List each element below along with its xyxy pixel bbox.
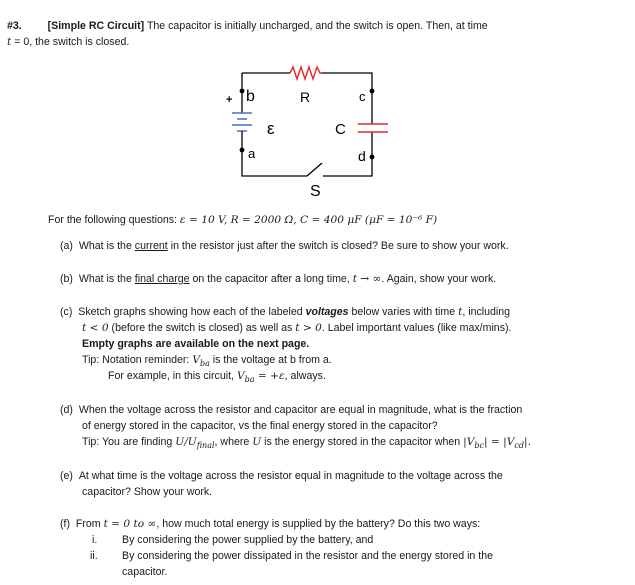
question-f-ii: ii. (90, 550, 98, 562)
node-c-dot (370, 89, 375, 94)
question-b: (b) What is the final charge on the capacitor after a long time, t → ∞. Again, show your work. (60, 273, 497, 285)
question-e-line2: capacitor? Show your work. (82, 486, 213, 498)
question-f-i: i. (92, 534, 98, 546)
node-b-dot (240, 89, 245, 94)
battery (232, 113, 252, 131)
node-d-dot (370, 155, 375, 160)
given-values-math: ε = 10 V, R = 2000 Ω, C = 400 μF (μF = 10⁻⁶ F) (179, 214, 438, 226)
label-d: d (358, 148, 366, 164)
question-a: (a) What is the current in the resistor just after the switch is closed? Be sure to show your work. (60, 240, 509, 252)
node-a-dot (240, 148, 245, 153)
resistor (290, 67, 322, 79)
label-c: c (359, 89, 366, 104)
question-c-tip2: For example, in this circuit, $V_{ba} = +\varepsilon$, always. (108, 370, 326, 385)
switch (307, 163, 322, 176)
question-f-ii-text-2: capacitor. (122, 566, 168, 578)
problem-intro-line2: t = 0, the switch is closed. (7, 36, 130, 48)
rc-circuit-diagram (0, 0, 635, 220)
question-d-tip: Tip: You are finding $U/U_{final}$, where U is the energy stored in the capacitor when $|V_{bc}| = |V_{cd}|$. (82, 436, 531, 451)
question-f-line1: (f) From t = 0 to ∞, how much total energy is supplied by the battery? Do this two ways: (60, 518, 481, 530)
question-d-line1: (d) When the voltage across the resistor and capacitor are equal in magnitude, what is the fraction (60, 404, 523, 416)
given-values: For the following questions: ε = 10 V, R = 2000 Ω, C = 400 μF (μF = 10⁻⁶ F) (48, 214, 438, 226)
plus-label: + (226, 94, 233, 106)
label-C: C (335, 121, 346, 138)
question-c-bold-note: Empty graphs are available on the next page. (82, 338, 310, 350)
label-a: a (248, 146, 256, 161)
question-e-line1: (e) At what time is the voltage across the resistor equal in magnitude to the voltage across the (60, 470, 503, 482)
question-c-line2: t < 0 (before the switch is closed) as well as t > 0. Label important values (like max/mins). (82, 322, 512, 334)
question-d-line2: of energy stored in the capacitor, vs the final energy stored in the capacitor? (82, 420, 438, 432)
label-emf: ε (267, 119, 275, 138)
label-b: b (246, 88, 255, 105)
problem-number: #3. (7, 20, 22, 32)
question-c-tip1: Tip: Notation reminder: $V_{ba}$ is the voltage at b from a. (82, 354, 332, 369)
label-R: R (300, 89, 311, 105)
capacitor (358, 124, 388, 132)
problem-title: [Simple RC Circuit] (47, 20, 145, 32)
question-f-i-text: By considering the power supplied by the battery, and (122, 534, 374, 546)
question-f-ii-text-1: By considering the power dissipated in the resistor and the energy stored in the (122, 550, 493, 562)
problem-intro-1: The capacitor is initially uncharged, and the switch is open. Then, at time (146, 20, 488, 32)
label-S: S (310, 183, 321, 200)
question-c-line1: (c) Sketch graphs showing how each of the labeled voltages below varies with time t, including (60, 306, 511, 318)
